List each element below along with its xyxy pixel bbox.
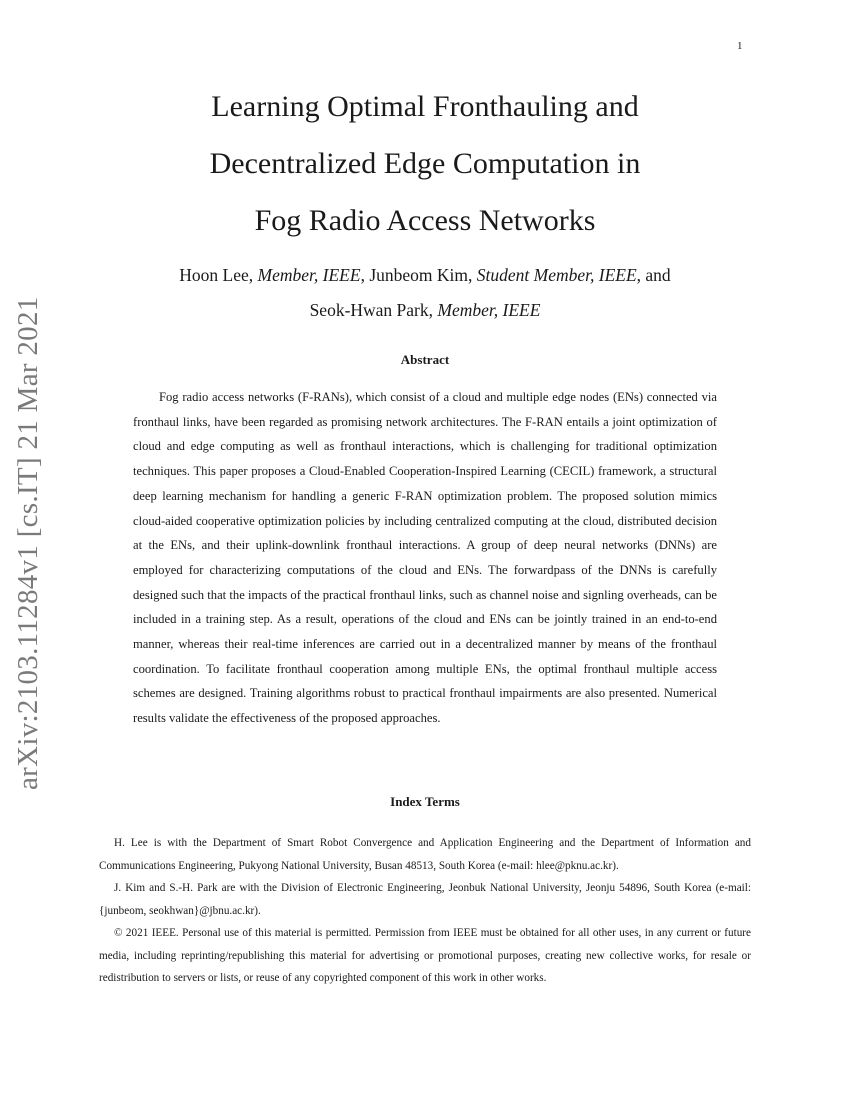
author-line-1: [100, 258, 750, 293]
title-line-3: Fog Radio Access Networks: [254, 204, 596, 237]
author-3-membership: Member, IEEE: [437, 300, 541, 320]
page-number: 1: [737, 40, 743, 52]
index-terms-heading: Index Terms: [390, 794, 460, 809]
title-line-1: Learning Optimal Fronthauling and: [211, 90, 639, 123]
arxiv-identifier-stamp: arXiv:2103.11284v1 [cs.IT] 21 Mar 2021: [12, 296, 44, 790]
author-line-2: [100, 293, 750, 328]
abstract-text: Fog radio access networks (F-RANs), which consist of a cloud and multiple edge nodes (ENs) connected via fronthaul links, have been regarded as promising network architectures. The F-RAN entails a joint optimization of cloud and edge computing as well as fronthaul interactions, which is challenging for traditional optimization techniques. This paper proposes a Cloud-Enabled Cooperation-Inspired Learning (CECIL) framework, a structural deep learning mechanism for handling a generic F-RAN optimization problem. The proposed solution mimics cloud-aided cooperative optimization policies by including centralized computing at the cloud, distributed decision at the ENs, and their uplink-downlink fronthaul interactions. A group of deep neural networks (DNNs) are employed for characterizing computations of the cloud and ENs. The forwardpass of the DNNs is carefully designed such that the impacts of the practical fronthaul links, such as channel noise and signling overheads, can be included in a training step. As a result, operations of the cloud and ENs can be jointly trained in an end-to-end manner, whereas their real-time inferences are carried out in a decentralized manner by means of the fronthaul coordination. To facilitate fronthaul cooperation among multiple ENs, the optimal fronthaul multiple access schemes are designed. Training algorithms robust to practical fronthaul impairments are also presented. Numerical results validate the effectiveness of the proposed approaches.: [133, 390, 717, 726]
author-1-membership: Member, IEEE: [257, 265, 361, 285]
paper-title: [100, 78, 750, 249]
author-2-membership: Student Member, IEEE: [476, 265, 637, 285]
footnotes: [99, 832, 751, 990]
title-line-2: Decentralized Edge Computation in: [209, 147, 641, 180]
footnote-affiliation-1: H. Lee is with the Department of Smart Robot Convergence and Application Engineering and the Department of Information and Communications Engineering, Pukyong National University, Busan 48513, South Korea (e-mail: hlee@pknu.ac.kr).: [99, 837, 751, 872]
author-1-name: Hoon Lee,: [179, 265, 258, 285]
abstract-heading: Abstract: [400, 352, 450, 367]
footnote-affiliation-2: J. Kim and S.-H. Park are with the Division of Electronic Engineering, Jeonbuk National University, Jeonju 54896, South Korea (e-mail: {junbeom, seokhwan}@jbnu.ac.kr).: [99, 882, 751, 917]
author-conjunction: , and: [636, 265, 671, 285]
author-2-name: , Junbeom Kim,: [360, 265, 477, 285]
author-3-name: Seok-Hwan Park,: [309, 300, 438, 320]
footnote-copyright: © 2021 IEEE. Personal use of this material is permitted. Permission from IEEE must be obtained for all other uses, in any current or future media, including reprinting/republishing this material for advertising or promotional purposes, creating new collective works, for resale or redistribution to servers or lists, or reuse of any copyrighted component of this work in other works.: [99, 927, 751, 984]
author-list: [100, 258, 750, 328]
